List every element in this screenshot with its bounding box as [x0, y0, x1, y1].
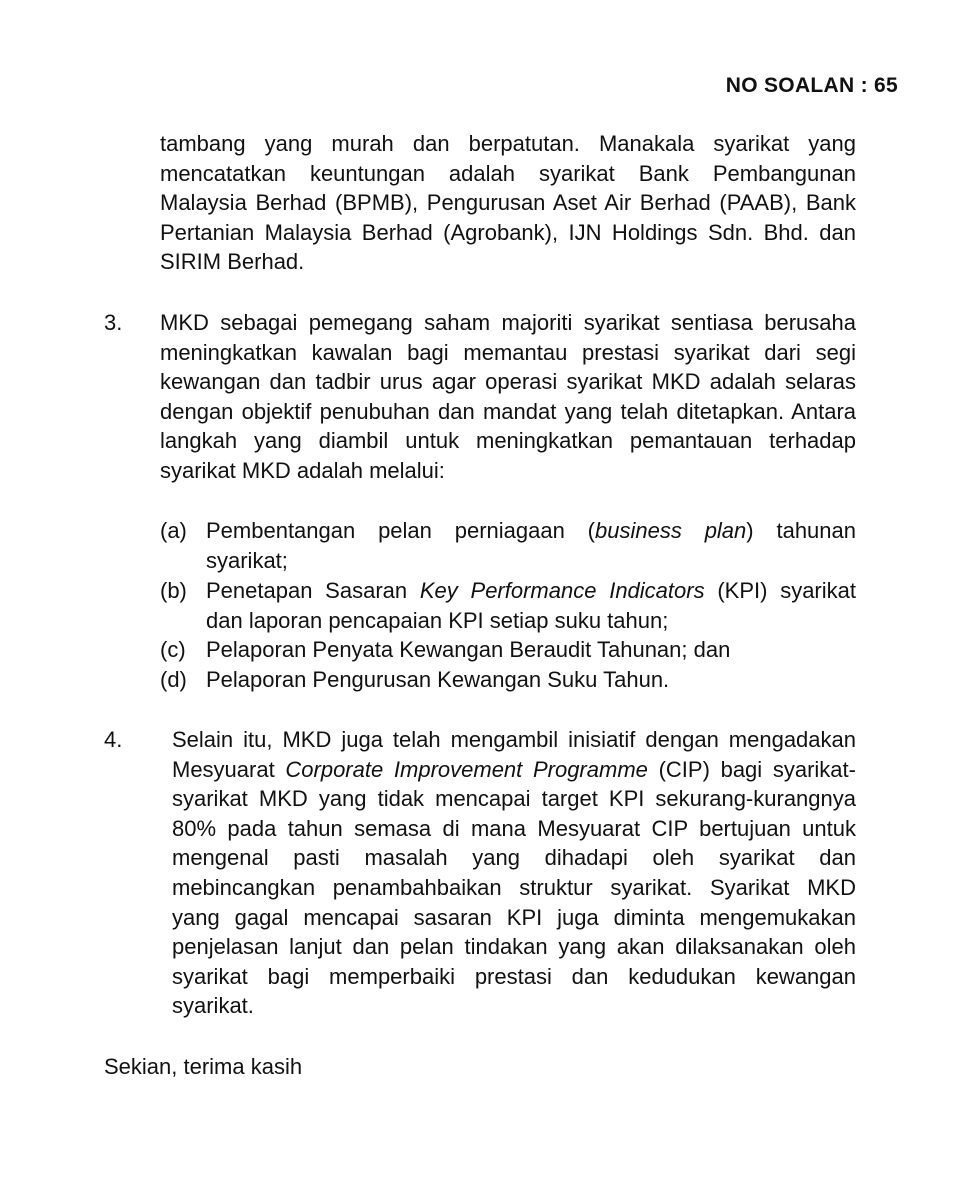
list-label: (b) — [160, 578, 187, 603]
text-line: MKD sebagai pemegang saham majoriti syarikat sentiasa berusaha — [160, 310, 856, 335]
text-line: mebincangkan penambahbaikan struktur syarikat. Syarikat MKD — [172, 874, 856, 900]
list-label: (a) — [160, 518, 187, 543]
text-line: Pelaporan Penyata Kewangan Beraudit Tahunan; dan — [206, 637, 731, 662]
text-line: syarikat. — [172, 993, 254, 1019]
text-line: syarikat MKD yang tidak mencapai target KPI sekurang-kurangnya — [172, 786, 856, 812]
text-line: meningkatkan kawalan bagi memantau prestasi syarikat dari segi — [160, 339, 856, 365]
paragraph-3-number: 3. — [104, 310, 123, 335]
text-line: dan laporan pencapaian KPI setiap suku tahun; — [206, 607, 669, 633]
text-line: yang gagal mencapai sasaran KPI juga diminta mengemukakan — [172, 904, 856, 930]
question-number-header: NO SOALAN : 65 — [725, 74, 898, 97]
text-line: mencatatkan keuntungan adalah syarikat Bank Pembangunan — [160, 160, 856, 186]
text-line: Mesyuarat Corporate Improvement Programme (CIP) bagi syarikat- — [172, 756, 856, 782]
text-line: kewangan dan tadbir urus agar operasi syarikat MKD adalah selaras — [160, 369, 856, 395]
text-line: SIRIM Berhad. — [160, 249, 305, 275]
text-line: Penetapan Sasaran Key Performance Indicators (KPI) syarikat — [206, 578, 856, 603]
text-line: Pembentangan pelan perniagaan (business plan) tahunan — [206, 518, 856, 543]
text-line: Pertanian Malaysia Berhad (Agrobank), IJN Holdings Sdn. Bhd. dan — [160, 219, 856, 245]
text-line: mengenal pasti masalah yang dihadapi oleh syarikat dan — [172, 845, 856, 871]
text-line: Pelaporan Pengurusan Kewangan Suku Tahun. — [206, 667, 670, 692]
text-line: Malaysia Berhad (BPMB), Pengurusan Aset Air Berhad (PAAB), Bank — [160, 190, 856, 216]
text-line: 80% pada tahun semasa di mana Mesyuarat CIP bertujuan untuk — [172, 815, 856, 841]
paragraph-4 — [172, 725, 856, 1021]
text-line: syarikat; — [206, 547, 288, 573]
paragraph-3 — [160, 308, 856, 486]
text-line: langkah yang diambil untuk meningkatkan pemantauan terhadap — [160, 428, 856, 454]
text-line: syarikat bagi memperbaiki prestasi dan kedudukan kewangan — [172, 963, 856, 989]
paragraph-continuation — [160, 129, 856, 277]
closing-text: Sekian, terima kasih — [104, 1054, 303, 1079]
list-label: (d) — [160, 667, 187, 692]
text-line: Selain itu, MKD juga telah mengambil inisiatif dengan mengadakan — [172, 727, 856, 752]
paragraph-4-number: 4. — [104, 727, 123, 752]
list-label: (c) — [160, 637, 186, 662]
text-line: syarikat MKD adalah melalui: — [160, 457, 445, 483]
text-line: penjelasan lanjut dan pelan tindakan yang akan dilaksanakan oleh — [172, 934, 856, 960]
text-line: dengan objektif penubuhan dan mandat yang telah ditetapkan. Antara — [160, 398, 856, 424]
text-line: tambang yang murah dan berpatutan. Manakala syarikat yang — [160, 131, 856, 156]
